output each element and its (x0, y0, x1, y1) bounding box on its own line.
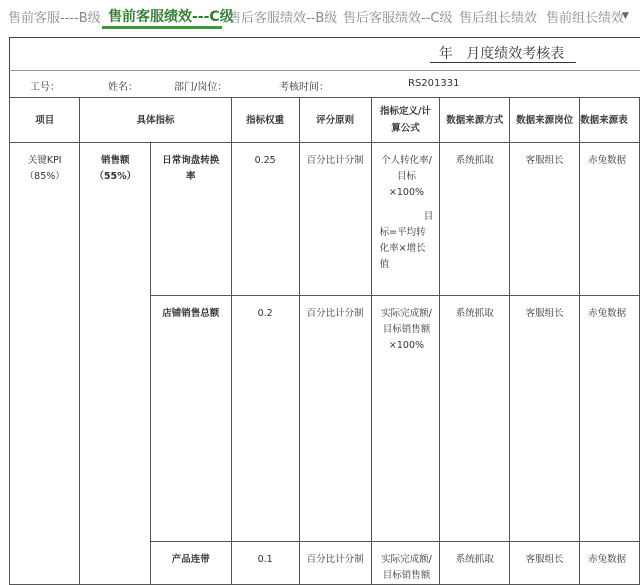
header-formula: 指标定义/计算公式 (371, 98, 440, 143)
source-post: 客服组长 (525, 308, 564, 319)
table-row (10, 143, 640, 296)
source-table: 赤兔数据 (588, 554, 627, 565)
scoring-principle: 百分比计分制 (306, 308, 364, 319)
header-source-method: 数据来源方式 (440, 98, 510, 143)
indicator-name: 产品连带 (171, 554, 210, 565)
tab-aftersale-leader[interactable]: 售后组长绩效 (459, 11, 538, 26)
indicator-name: 日常询盘转换率 (162, 155, 220, 182)
tab-aftersale-c[interactable]: 售后客服绩效--C级 (343, 11, 453, 26)
tab-presale-b[interactable]: 售前客服----B级 (8, 11, 101, 26)
kpi-table (9, 97, 640, 585)
formula-cell (372, 143, 440, 273)
indicator-weight: 0.25 (254, 155, 276, 166)
kpi-group-weight: （85%） (24, 171, 65, 182)
active-tab-underline (102, 26, 222, 29)
header-indicator: 具体指标 (80, 98, 231, 143)
title-underline (430, 62, 576, 63)
kpi-group-name: 关键KPI (27, 155, 62, 166)
formula-text-c: 标=平均转化率×增长值 (379, 227, 426, 270)
header-principle: 评分原则 (299, 98, 371, 143)
department-label: 部门/岗位： (174, 82, 228, 93)
kpi-subgroup-cell (80, 143, 151, 585)
indicator-weight: 0.1 (257, 554, 273, 565)
header-row (10, 98, 640, 143)
scoring-principle: 百分比计分制 (306, 554, 364, 565)
name-label: 姓名： (108, 82, 138, 93)
sheet-tab-bar (0, 0, 640, 30)
formula-text: 实际完成额/目标销售额 (381, 554, 432, 581)
header-weight: 指标权重 (231, 98, 299, 143)
form-code: RS201331 (408, 78, 460, 89)
formula-text: 实际完成额/目标销售额×100% (381, 308, 432, 351)
tab-aftersale-b[interactable]: 售后客服绩效--B级 (228, 11, 338, 26)
header-item: 项目 (10, 98, 80, 143)
indicator-weight: 0.2 (257, 308, 273, 319)
info-divider (9, 70, 640, 71)
employee-number-label: 工号： (30, 82, 60, 93)
source-method: 系统抓取 (455, 155, 494, 166)
triangle-down-icon[interactable]: ▼ (622, 11, 629, 21)
formula-text: 个人转化率/目标×100% (381, 155, 432, 198)
period-label: 考核时间： (279, 82, 329, 93)
indicator-name: 店铺销售总额 (162, 308, 220, 319)
source-method: 系统抓取 (455, 554, 494, 565)
source-table: 赤兔数据 (588, 155, 627, 166)
source-post: 客服组长 (525, 554, 564, 565)
kpi-group-cell (10, 143, 80, 585)
source-method: 系统抓取 (455, 308, 494, 319)
tab-presale-leader[interactable]: 售前组长绩效 (546, 11, 625, 26)
header-source-post: 数据来源岗位 (510, 98, 580, 143)
sheet-title: 年 月度绩效考核表 (430, 46, 565, 62)
scoring-principle: 百分比计分制 (306, 155, 364, 166)
kpi-subgroup-weight: （55%） (94, 171, 137, 182)
header-source-table: 数据来源表 (580, 98, 640, 143)
formula-text-b: 目 (423, 211, 434, 222)
kpi-subgroup-name: 销售额 (100, 155, 130, 166)
tab-presale-c[interactable]: 售前客服绩效---C级 (108, 9, 234, 25)
source-post: 客服组长 (525, 155, 564, 166)
source-table: 赤兔数据 (588, 308, 627, 319)
